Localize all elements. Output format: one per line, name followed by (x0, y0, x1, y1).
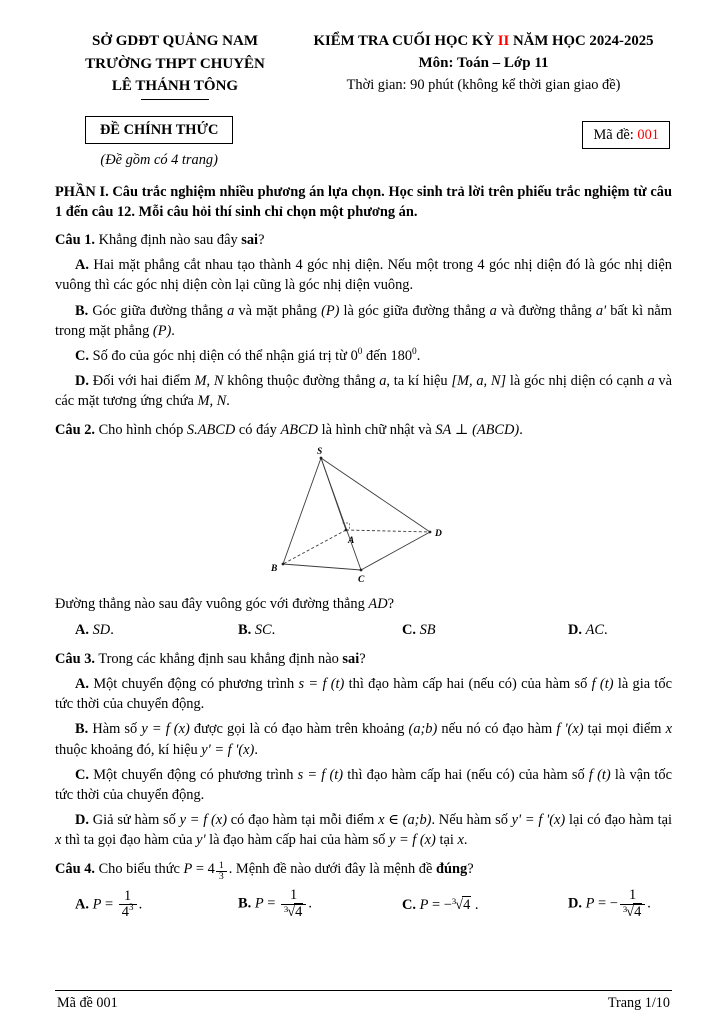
q2-option-a: A. SD. (75, 621, 114, 638)
q2-stem: Câu 2. Cho hình chóp S.ABCD có đáy ABCD là hình chữ nhật và SA ⊥ (ABCD). (55, 421, 523, 438)
pyramid-figure (258, 446, 470, 586)
q2-option-b: B. SC. (238, 621, 276, 638)
q2-option-c: C. SB (402, 621, 436, 638)
q4-option-b: B. P = $\frac{1}{^3√4}$ . (238, 887, 312, 921)
vertex-label-d: D (434, 528, 442, 539)
vertex-label-c: C (357, 574, 364, 585)
q2-figure-wrap (55, 446, 672, 592)
q4-option-c: C. P = −$^3$√4 . (402, 895, 479, 913)
vertex-label-b: B (270, 563, 277, 574)
q1-option-b: B. Góc giữa đường thẳng a và mặt phẳng (P) là góc giữa đường thẳng a và đường thẳng a' bất kì nằm trong mặt phẳng (P). (55, 302, 672, 339)
exam-title-block (295, 30, 672, 100)
q3-option-d: D. Giả sử hàm số y = f (x) có đạo hàm tại mỗi điểm x ∈ (a;b). Nếu hàm số y' = f '(x) lại có đạo hàm tại x thì ta gọi đạo hàm của y' là đạo hàm cấp hai của hàm số y = f (x) tại x. (55, 812, 672, 849)
q4-option-d: D. P = − $\frac{1}{^3√4}$ . (568, 887, 651, 921)
school-name-line2: LÊ THÁNH TÔNG (111, 78, 239, 94)
q1-option-d: D. Đối với hai điểm M, N không thuộc đường thẳng a, ta kí hiệu [M, a, N] là góc nhị diện có cạnh a và các mặt tương ứng chứa M, N. (55, 373, 673, 410)
edge-cd (361, 532, 430, 570)
vertex-label-a: A (347, 535, 354, 546)
school-block (55, 30, 295, 100)
pages-note: (Đề gồm có 4 trang) (100, 151, 218, 168)
footer-exam-code: Mã đề 001 (57, 995, 118, 1012)
official-exam-label: ĐỀ CHÍNH THỨC (100, 121, 219, 138)
official-exam-box (85, 116, 233, 144)
school-name-underline (141, 99, 209, 100)
part1-heading: PHẦN I. Câu trắc nghiệm nhiều phương án lựa chọn. Học sinh trả lời trên phiếu trắc nghiệm từ câu 1 đến câu 12. Mỗi câu hỏi thí sinh chỉ chọn một phương án. (55, 183, 672, 220)
q3-option-a: A. Một chuyển động có phương trình s = f (t) thì đạo hàm cấp hai (nếu có) của hàm số f (t) là gia tốc tức thời của chuyển động. (55, 676, 673, 713)
vertex-label-s: S (316, 446, 322, 457)
edge-ab-hidden (283, 530, 346, 564)
q2-question: Đường thẳng nào sau đây vuông góc với đường thẳng AD? (55, 596, 394, 613)
exam-duration: Thời gian: 90 phút (không kể thời gian giao đề) (346, 76, 621, 93)
exam-code-label: Mã đề: (593, 126, 638, 143)
q1-stem: Câu 1. Khẳng định nào sau đây sai? (55, 232, 265, 249)
exam-subject: Môn: Toán – Lớp 11 (418, 55, 549, 72)
official-block (85, 116, 233, 170)
exam-code-box (582, 121, 670, 149)
q2-options-row (55, 620, 672, 640)
edge-bc (283, 564, 361, 570)
q1-option-c: C. Số đo của góc nhị diện có thể nhận giá trị từ $0^0$ đến $180^0$. (75, 347, 421, 364)
q4-option-a: A. P = $\frac{1}{4^3}$ . (75, 887, 143, 921)
vertex-dots (281, 456, 431, 571)
page-footer (55, 990, 672, 1014)
school-name-line1: TRƯỜNG THPT CHUYÊN (85, 55, 265, 72)
q3-option-b: B. Hàm số y = f (x) được gọi là có đạo hàm trên khoảng (a;b) nếu nó có đạo hàm f '(x) tại mọi điểm x thuộc khoảng đó, kí hiệu y' = f '(x). (55, 721, 672, 758)
footer-page-number: Trang 1/10 (607, 995, 670, 1012)
exam-code-value: 001 (637, 126, 659, 143)
q1-option-a: A. Hai mặt phẳng cắt nhau tạo thành 4 góc nhị diện. Nếu một trong 4 góc nhị diện đó là góc nhị diện vuông thì các góc nhị diện còn lại cũng là góc nhị diện vuông. (55, 257, 672, 294)
q4-stem: Câu 4. Cho biểu thức P = 4 $\frac{1}{3}$ . Mệnh đề nào dưới đây là mệnh đề đúng? (55, 859, 474, 883)
edge-sa (321, 458, 346, 530)
exam-header (55, 30, 672, 100)
q4-options-row (55, 888, 672, 921)
edge-ad-hidden (346, 530, 430, 532)
exam-title: KIỂM TRA CUỐI HỌC KỲ II NĂM HỌC 2024-2025 (313, 33, 654, 49)
edge-sb (283, 458, 321, 564)
edge-sd (321, 458, 430, 532)
q2-option-d: D. AC. (568, 621, 608, 638)
q3-stem: Câu 3. Trong các khẳng định sau khẳng định nào sai? (55, 651, 366, 667)
q3-option-c: C. Một chuyển động có phương trình s = f (t) thì đạo hàm cấp hai (nếu có) của hàm số f (t) là vận tốc tức thời của chuyển động. (55, 766, 673, 803)
dept-name: SỞ GDĐT QUẢNG NAM (92, 33, 258, 49)
exam-meta-row (55, 116, 672, 170)
